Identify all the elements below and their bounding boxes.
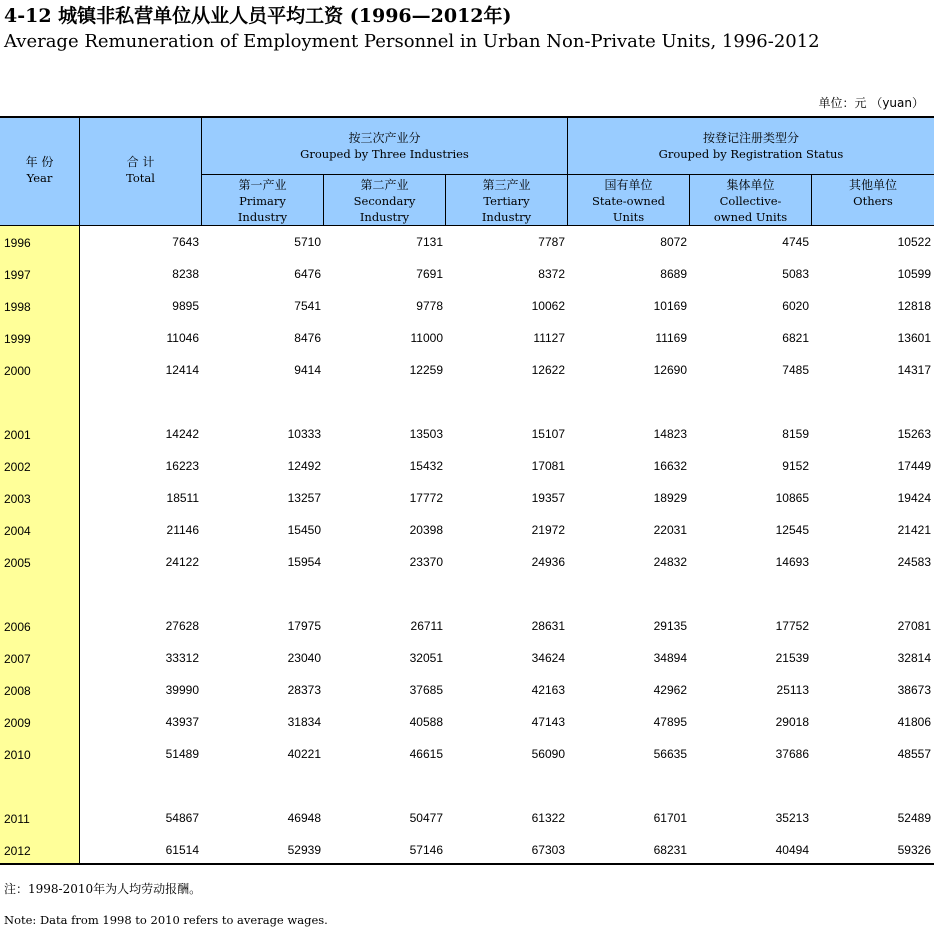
table-cell: 40494 xyxy=(775,843,809,857)
row-year: 2001 xyxy=(4,428,31,442)
row-year: 2009 xyxy=(4,716,31,730)
table-cell: 67303 xyxy=(531,843,565,857)
header-group-registration-cn: 按登记注册类型分 xyxy=(702,131,799,145)
table-cell: 14693 xyxy=(775,555,809,569)
header-primary-cn: 第一产业 xyxy=(238,178,287,192)
header-year xyxy=(0,154,79,186)
header-primary-en1: Primary xyxy=(239,194,286,208)
header-secondary-cn: 第二产业 xyxy=(360,178,409,192)
table-cell: 37686 xyxy=(775,747,809,761)
row-year: 2004 xyxy=(4,524,31,538)
table-cell: 15263 xyxy=(897,427,931,441)
table-cell: 8476 xyxy=(294,331,321,345)
table-top-rule xyxy=(0,116,934,118)
table-cell: 17081 xyxy=(531,459,565,473)
table-cell: 7787 xyxy=(538,235,565,249)
table-cell: 40588 xyxy=(409,715,443,729)
header-group-registration-en: Grouped by Registration Status xyxy=(658,147,844,161)
header-total xyxy=(80,154,201,186)
table-cell: 14317 xyxy=(897,363,931,377)
table-cell: 28373 xyxy=(287,683,321,697)
table-cell: 32814 xyxy=(897,651,931,665)
table-cell: 61322 xyxy=(531,811,565,825)
table-cell: 51489 xyxy=(165,747,199,761)
table-cell: 10865 xyxy=(775,491,809,505)
table-cell: 35213 xyxy=(775,811,809,825)
header-total-cn: 合 计 xyxy=(126,155,155,169)
table-cell: 15954 xyxy=(287,555,321,569)
header-year-en: Year xyxy=(26,171,53,185)
table-cell: 13257 xyxy=(287,491,321,505)
row-year: 2006 xyxy=(4,620,31,634)
table-cell: 16223 xyxy=(165,459,199,473)
table-cell: 20398 xyxy=(409,523,443,537)
header-others-cn: 其他单位 xyxy=(848,178,897,192)
table-cell: 12690 xyxy=(653,363,687,377)
table-cell: 10522 xyxy=(897,235,931,249)
row-year: 2005 xyxy=(4,556,31,570)
table-cell: 27628 xyxy=(165,619,199,633)
table-cell: 57146 xyxy=(409,843,443,857)
table-cell: 15432 xyxy=(409,459,443,473)
table-cell: 6476 xyxy=(294,267,321,281)
header-others xyxy=(812,177,934,209)
table-cell: 52939 xyxy=(287,843,321,857)
table-cell: 40221 xyxy=(287,747,321,761)
table-cell: 26711 xyxy=(410,619,443,633)
table-cell: 59326 xyxy=(897,843,931,857)
table-cell: 7691 xyxy=(416,267,443,281)
table-cell: 16632 xyxy=(653,459,687,473)
header-state-owned xyxy=(568,177,689,225)
table-cell: 17975 xyxy=(287,619,321,633)
page-title-en: Average Remuneration of Employment Personnel in Urban Non-Private Units, 1996-2012 xyxy=(4,31,820,52)
row-year: 2002 xyxy=(4,460,31,474)
header-group-industries-en: Grouped by Three Industries xyxy=(300,147,469,161)
table-cell: 31834 xyxy=(287,715,321,729)
row-year: 2012 xyxy=(4,844,31,858)
table-cell: 23040 xyxy=(287,651,321,665)
year-column-background xyxy=(0,226,79,863)
table-cell: 11046 xyxy=(166,331,199,345)
table-cell: 46948 xyxy=(287,811,321,825)
table-cell: 9152 xyxy=(782,459,809,473)
table-cell: 21146 xyxy=(166,523,199,537)
table-cell: 27081 xyxy=(897,619,931,633)
note-cn: 注：1998-2010年为人均劳动报酬。 xyxy=(4,882,202,896)
table-cell: 7643 xyxy=(172,235,199,249)
table-cell: 61701 xyxy=(653,811,687,825)
table-cell: 11000 xyxy=(410,331,443,345)
table-cell: 12492 xyxy=(287,459,321,473)
table-bottom-rule xyxy=(0,863,934,865)
table-cell: 50477 xyxy=(409,811,443,825)
row-year: 2008 xyxy=(4,684,31,698)
header-collective-owned xyxy=(690,177,811,225)
row-year: 2011 xyxy=(4,812,30,826)
table-cell: 48557 xyxy=(897,747,931,761)
table-cell: 5083 xyxy=(782,267,809,281)
table-cell: 8072 xyxy=(660,235,687,249)
table-cell: 12259 xyxy=(409,363,443,377)
unit-label: 单位：元 （yuan） xyxy=(818,96,924,110)
table-cell: 47143 xyxy=(531,715,565,729)
table-cell: 17752 xyxy=(775,619,809,633)
header-primary-en2: Industry xyxy=(237,210,288,224)
table-cell: 28631 xyxy=(531,619,565,633)
note-en: Note: Data from 1998 to 2010 refers to average wages. xyxy=(4,913,328,927)
table-cell: 37685 xyxy=(409,683,443,697)
table-cell: 13503 xyxy=(409,427,443,441)
table-cell: 34894 xyxy=(653,651,687,665)
table-cell: 4745 xyxy=(782,235,809,249)
table-cell: 14823 xyxy=(653,427,687,441)
header-secondary-en2: Industry xyxy=(359,210,410,224)
header-state-owned-cn: 国有单位 xyxy=(604,178,653,192)
header-group-industries-cn: 按三次产业分 xyxy=(348,131,421,145)
row-year: 2007 xyxy=(4,652,31,666)
table-cell: 8238 xyxy=(172,267,199,281)
table-cell: 8689 xyxy=(660,267,687,281)
table-cell: 5710 xyxy=(294,235,321,249)
header-total-en: Total xyxy=(126,171,155,185)
table-cell: 6020 xyxy=(782,299,809,313)
row-year: 1998 xyxy=(4,300,31,314)
table-cell: 12414 xyxy=(165,363,199,377)
table-cell: 33312 xyxy=(165,651,199,665)
table-cell: 14242 xyxy=(165,427,199,441)
table-cell: 24832 xyxy=(653,555,687,569)
header-secondary-industry xyxy=(324,177,445,225)
page-title-cn: 4-12 城镇非私营单位从业人员平均工资 (1996—2012年) xyxy=(4,5,512,27)
header-bottom-line xyxy=(0,225,934,226)
table-cell: 54867 xyxy=(165,811,199,825)
table-cell: 61514 xyxy=(165,843,199,857)
table-cell: 12622 xyxy=(531,363,565,377)
table-cell: 19357 xyxy=(531,491,565,505)
table-cell: 7541 xyxy=(294,299,321,313)
header-group-industries xyxy=(202,130,567,162)
table-cell: 24122 xyxy=(165,555,199,569)
table-cell: 41806 xyxy=(897,715,931,729)
table-cell: 29018 xyxy=(775,715,809,729)
table-cell: 21972 xyxy=(531,523,565,537)
table-cell: 56635 xyxy=(653,747,687,761)
table-cell: 47895 xyxy=(653,715,687,729)
table-cell: 13601 xyxy=(897,331,931,345)
table-cell: 17772 xyxy=(409,491,443,505)
header-collective-en2: owned Units xyxy=(713,210,788,224)
year-column-divider xyxy=(79,118,80,863)
header-secondary-en1: Secondary xyxy=(353,194,416,208)
table-cell: 24936 xyxy=(531,555,565,569)
table-cell: 17449 xyxy=(897,459,931,473)
table-cell: 21421 xyxy=(897,523,931,537)
header-collective-cn: 集体单位 xyxy=(726,178,775,192)
table-cell: 38673 xyxy=(897,683,931,697)
table-cell: 34624 xyxy=(531,651,565,665)
table-cell: 10169 xyxy=(653,299,687,313)
table-cell: 42163 xyxy=(531,683,565,697)
table-cell: 24583 xyxy=(897,555,931,569)
table-cell: 22031 xyxy=(653,523,687,537)
table-cell: 9895 xyxy=(172,299,199,313)
table-cell: 11169 xyxy=(655,331,687,345)
table-cell: 8372 xyxy=(538,267,565,281)
table-cell: 46615 xyxy=(409,747,443,761)
table-cell: 12818 xyxy=(897,299,931,313)
table-cell: 56090 xyxy=(531,747,565,761)
header-primary-industry xyxy=(202,177,323,225)
table-cell: 19424 xyxy=(897,491,931,505)
table-cell: 42962 xyxy=(653,683,687,697)
header-state-owned-en2: Units xyxy=(612,210,645,224)
table-cell: 9778 xyxy=(416,299,443,313)
table-cell: 21539 xyxy=(775,651,809,665)
table-cell: 18929 xyxy=(653,491,687,505)
header-state-owned-en1: State-owned xyxy=(591,194,665,208)
table-cell: 39990 xyxy=(165,683,199,697)
table-cell: 68231 xyxy=(653,843,687,857)
table-cell: 43937 xyxy=(165,715,199,729)
row-year: 1996 xyxy=(4,236,31,250)
table-cell: 7131 xyxy=(416,235,443,249)
header-group-registration xyxy=(568,130,934,162)
header-year-cn: 年 份 xyxy=(25,155,54,169)
row-year: 1999 xyxy=(4,332,31,346)
table-cell: 7485 xyxy=(782,363,809,377)
header-tertiary-en2: Industry xyxy=(481,210,532,224)
table-cell: 23370 xyxy=(409,555,443,569)
row-year: 2010 xyxy=(4,748,31,762)
row-year: 1997 xyxy=(4,268,31,282)
header-collective-en1: Collective- xyxy=(719,194,782,208)
row-year: 2003 xyxy=(4,492,31,506)
table-cell: 25113 xyxy=(776,683,809,697)
header-tertiary-industry xyxy=(446,177,567,225)
table-cell: 10333 xyxy=(287,427,321,441)
table-cell: 15450 xyxy=(287,523,321,537)
table-cell: 29135 xyxy=(653,619,687,633)
header-others-en1: Others xyxy=(853,194,893,208)
header-tertiary-cn: 第三产业 xyxy=(482,178,531,192)
table-cell: 11127 xyxy=(533,331,565,345)
table-cell: 18511 xyxy=(166,491,199,505)
table-cell: 9414 xyxy=(294,363,321,377)
table-cell: 6821 xyxy=(782,331,809,345)
table-cell: 15107 xyxy=(531,427,565,441)
table-cell: 52489 xyxy=(897,811,931,825)
header-tertiary-en1: Tertiary xyxy=(483,194,530,208)
table-cell: 8159 xyxy=(782,427,809,441)
header-group-divider xyxy=(202,174,934,175)
table-cell: 32051 xyxy=(409,651,443,665)
table-cell: 12545 xyxy=(775,523,809,537)
row-year: 2000 xyxy=(4,364,31,378)
table-cell: 10599 xyxy=(897,267,931,281)
table-cell: 10062 xyxy=(531,299,565,313)
